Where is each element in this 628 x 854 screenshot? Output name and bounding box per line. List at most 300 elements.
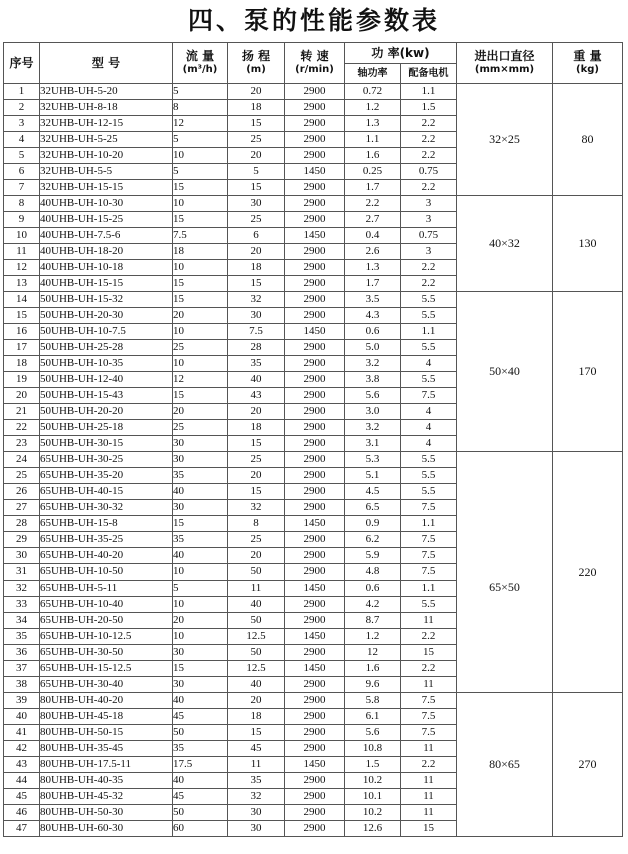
- cell-shaft-power: 10.2: [345, 773, 401, 789]
- cell-index: 42: [4, 741, 40, 757]
- cell-motor: 1.1: [401, 516, 457, 532]
- cell-weight: 80: [553, 84, 623, 196]
- cell-model: 65UHB-UH-30-40: [40, 676, 173, 692]
- cell-index: 46: [4, 805, 40, 821]
- cell-motor: 2.2: [401, 132, 457, 148]
- cell-speed: 2900: [285, 693, 345, 709]
- cell-shaft-power: 1.2: [345, 628, 401, 644]
- cell-flow: 10: [173, 564, 228, 580]
- cell-model: 40UHB-UH-7.5-6: [40, 228, 173, 244]
- header-speed-unit: (r/min): [295, 64, 334, 75]
- cell-motor: 11: [401, 612, 457, 628]
- cell-motor: 11: [401, 676, 457, 692]
- cell-weight: 130: [553, 196, 623, 292]
- cell-motor: 7.5: [401, 500, 457, 516]
- cell-motor: 7.5: [401, 693, 457, 709]
- cell-index: 40: [4, 709, 40, 725]
- cell-shaft-power: 5.0: [345, 340, 401, 356]
- cell-motor: 4: [401, 420, 457, 436]
- cell-speed: 2900: [285, 388, 345, 404]
- table-row: [4, 196, 623, 212]
- cell-weight: 170: [553, 292, 623, 452]
- cell-speed: 2900: [285, 84, 345, 100]
- cell-speed: 2900: [285, 148, 345, 164]
- cell-model: 80UHB-UH-40-20: [40, 693, 173, 709]
- cell-index: 34: [4, 612, 40, 628]
- cell-shaft-power: 12.6: [345, 821, 401, 837]
- cell-head: 15: [228, 484, 285, 500]
- cell-head: 40: [228, 676, 285, 692]
- cell-index: 20: [4, 388, 40, 404]
- cell-shaft-power: 3.1: [345, 436, 401, 452]
- cell-head: 6: [228, 228, 285, 244]
- cell-motor: 2.2: [401, 148, 457, 164]
- cell-motor: 7.5: [401, 709, 457, 725]
- cell-index: 3: [4, 116, 40, 132]
- cell-index: 7: [4, 180, 40, 196]
- cell-model: 80UHB-UH-17.5-11: [40, 757, 173, 773]
- cell-model: 65UHB-UH-10-50: [40, 564, 173, 580]
- cell-flow: 30: [173, 436, 228, 452]
- cell-speed: 2900: [285, 132, 345, 148]
- cell-model: 80UHB-UH-45-18: [40, 709, 173, 725]
- cell-index: 23: [4, 436, 40, 452]
- cell-index: 25: [4, 468, 40, 484]
- cell-index: 5: [4, 148, 40, 164]
- cell-head: 12.5: [228, 660, 285, 676]
- table-header: [4, 43, 623, 84]
- cell-head: 18: [228, 420, 285, 436]
- cell-index: 28: [4, 516, 40, 532]
- cell-speed: 2900: [285, 180, 345, 196]
- cell-model: 50UHB-UH-10-35: [40, 356, 173, 372]
- cell-flow: 10: [173, 356, 228, 372]
- cell-head: 28: [228, 340, 285, 356]
- cell-model: 65UHB-UH-15-12.5: [40, 660, 173, 676]
- cell-speed: 2900: [285, 773, 345, 789]
- cell-model: 65UHB-UH-35-20: [40, 468, 173, 484]
- cell-port-size: 40×32: [457, 196, 553, 292]
- cell-flow: 15: [173, 212, 228, 228]
- cell-head: 20: [228, 244, 285, 260]
- cell-index: 41: [4, 725, 40, 741]
- cell-index: 24: [4, 452, 40, 468]
- cell-flow: 35: [173, 468, 228, 484]
- cell-flow: 30: [173, 644, 228, 660]
- cell-motor: 5.5: [401, 372, 457, 388]
- cell-motor: 1.5: [401, 100, 457, 116]
- cell-flow: 40: [173, 773, 228, 789]
- cell-shaft-power: 1.3: [345, 260, 401, 276]
- cell-model: 50UHB-UH-25-28: [40, 340, 173, 356]
- cell-shaft-power: 10.8: [345, 741, 401, 757]
- cell-port-size: 50×40: [457, 292, 553, 452]
- cell-speed: 2900: [285, 452, 345, 468]
- cell-model: 65UHB-UH-40-15: [40, 484, 173, 500]
- cell-head: 15: [228, 180, 285, 196]
- cell-model: 65UHB-UH-35-25: [40, 532, 173, 548]
- cell-port-size: 32×25: [457, 84, 553, 196]
- cell-head: 20: [228, 468, 285, 484]
- cell-shaft-power: 12: [345, 644, 401, 660]
- cell-speed: 2900: [285, 805, 345, 821]
- cell-motor: 1.1: [401, 324, 457, 340]
- header-shaft-power: 轴功率: [345, 64, 401, 84]
- cell-model: 32UHB-UH-8-18: [40, 100, 173, 116]
- cell-model: 65UHB-UH-40-20: [40, 548, 173, 564]
- cell-head: 25: [228, 132, 285, 148]
- cell-flow: 30: [173, 676, 228, 692]
- cell-flow: 12: [173, 372, 228, 388]
- table-body: [4, 84, 623, 837]
- header-head-unit: (m): [246, 64, 266, 75]
- cell-flow: 10: [173, 260, 228, 276]
- cell-model: 32UHB-UH-10-20: [40, 148, 173, 164]
- cell-shaft-power: 2.7: [345, 212, 401, 228]
- cell-speed: 2900: [285, 420, 345, 436]
- cell-head: 20: [228, 148, 285, 164]
- header-flow-label: 流 量: [185, 49, 215, 63]
- cell-model: 65UHB-UH-5-11: [40, 580, 173, 596]
- cell-flow: 20: [173, 404, 228, 420]
- cell-motor: 5.5: [401, 468, 457, 484]
- cell-speed: 2900: [285, 644, 345, 660]
- cell-motor: 4: [401, 404, 457, 420]
- cell-head: 20: [228, 548, 285, 564]
- cell-head: 15: [228, 116, 285, 132]
- cell-shaft-power: 4.3: [345, 308, 401, 324]
- header-head-label: 扬 程: [241, 49, 271, 63]
- cell-flow: 15: [173, 292, 228, 308]
- cell-model: 65UHB-UH-10-40: [40, 596, 173, 612]
- cell-shaft-power: 3.2: [345, 356, 401, 372]
- cell-speed: 2900: [285, 725, 345, 741]
- cell-index: 32: [4, 580, 40, 596]
- cell-model: 80UHB-UH-50-30: [40, 805, 173, 821]
- cell-shaft-power: 0.6: [345, 580, 401, 596]
- cell-motor: 3: [401, 212, 457, 228]
- cell-index: 15: [4, 308, 40, 324]
- cell-shaft-power: 10.2: [345, 805, 401, 821]
- cell-motor: 11: [401, 805, 457, 821]
- cell-index: 36: [4, 644, 40, 660]
- cell-model: 40UHB-UH-10-18: [40, 260, 173, 276]
- cell-model: 32UHB-UH-5-20: [40, 84, 173, 100]
- cell-model: 80UHB-UH-50-15: [40, 725, 173, 741]
- cell-shaft-power: 1.7: [345, 180, 401, 196]
- cell-motor: 7.5: [401, 548, 457, 564]
- cell-shaft-power: 3.0: [345, 404, 401, 420]
- cell-index: 11: [4, 244, 40, 260]
- cell-shaft-power: 3.5: [345, 292, 401, 308]
- cell-shaft-power: 1.1: [345, 132, 401, 148]
- header-weight-unit: (kg): [576, 64, 599, 75]
- cell-head: 35: [228, 356, 285, 372]
- cell-flow: 5: [173, 132, 228, 148]
- cell-speed: 2900: [285, 564, 345, 580]
- cell-weight: 220: [553, 452, 623, 693]
- header-weight: [553, 43, 623, 84]
- cell-shaft-power: 5.9: [345, 548, 401, 564]
- cell-shaft-power: 9.6: [345, 676, 401, 692]
- cell-motor: 2.2: [401, 628, 457, 644]
- cell-flow: 15: [173, 276, 228, 292]
- cell-flow: 60: [173, 821, 228, 837]
- cell-speed: 2900: [285, 356, 345, 372]
- cell-model: 32UHB-UH-5-25: [40, 132, 173, 148]
- cell-model: 80UHB-UH-45-32: [40, 789, 173, 805]
- cell-model: 50UHB-UH-20-20: [40, 404, 173, 420]
- cell-head: 15: [228, 725, 285, 741]
- header-port: [457, 43, 553, 84]
- cell-head: 15: [228, 276, 285, 292]
- cell-speed: 2900: [285, 484, 345, 500]
- cell-speed: 2900: [285, 676, 345, 692]
- cell-shaft-power: 8.7: [345, 612, 401, 628]
- cell-index: 6: [4, 164, 40, 180]
- cell-speed: 2900: [285, 340, 345, 356]
- cell-head: 20: [228, 693, 285, 709]
- cell-flow: 15: [173, 180, 228, 196]
- cell-index: 26: [4, 484, 40, 500]
- cell-flow: 30: [173, 500, 228, 516]
- cell-speed: 1450: [285, 580, 345, 596]
- cell-flow: 10: [173, 628, 228, 644]
- header-flow: [173, 43, 228, 84]
- cell-motor: 11: [401, 741, 457, 757]
- cell-head: 50: [228, 564, 285, 580]
- cell-head: 40: [228, 372, 285, 388]
- cell-speed: 2900: [285, 196, 345, 212]
- cell-index: 33: [4, 596, 40, 612]
- cell-shaft-power: 10.1: [345, 789, 401, 805]
- cell-speed: 2900: [285, 548, 345, 564]
- cell-index: 9: [4, 212, 40, 228]
- cell-model: 40UHB-UH-15-25: [40, 212, 173, 228]
- cell-speed: 2900: [285, 292, 345, 308]
- cell-motor: 5.5: [401, 452, 457, 468]
- cell-flow: 45: [173, 789, 228, 805]
- cell-shaft-power: 6.5: [345, 500, 401, 516]
- cell-shaft-power: 4.2: [345, 596, 401, 612]
- cell-shaft-power: 0.6: [345, 324, 401, 340]
- cell-index: 35: [4, 628, 40, 644]
- cell-head: 25: [228, 532, 285, 548]
- pump-performance-table: [3, 42, 623, 837]
- cell-head: 30: [228, 196, 285, 212]
- cell-head: 30: [228, 805, 285, 821]
- cell-shaft-power: 5.1: [345, 468, 401, 484]
- cell-flow: 15: [173, 388, 228, 404]
- cell-shaft-power: 1.3: [345, 116, 401, 132]
- cell-head: 32: [228, 789, 285, 805]
- cell-model: 65UHB-UH-10-12.5: [40, 628, 173, 644]
- cell-head: 45: [228, 741, 285, 757]
- cell-speed: 2900: [285, 308, 345, 324]
- cell-motor: 7.5: [401, 564, 457, 580]
- cell-head: 11: [228, 580, 285, 596]
- cell-flow: 25: [173, 420, 228, 436]
- cell-model: 50UHB-UH-15-43: [40, 388, 173, 404]
- cell-head: 18: [228, 709, 285, 725]
- cell-speed: 2900: [285, 244, 345, 260]
- cell-head: 32: [228, 292, 285, 308]
- cell-model: 50UHB-UH-10-7.5: [40, 324, 173, 340]
- cell-shaft-power: 0.72: [345, 84, 401, 100]
- cell-index: 22: [4, 420, 40, 436]
- cell-shaft-power: 1.7: [345, 276, 401, 292]
- cell-motor: 5.5: [401, 596, 457, 612]
- cell-shaft-power: 4.5: [345, 484, 401, 500]
- cell-head: 25: [228, 212, 285, 228]
- cell-index: 19: [4, 372, 40, 388]
- cell-shaft-power: 5.8: [345, 693, 401, 709]
- cell-head: 11: [228, 757, 285, 773]
- cell-shaft-power: 0.4: [345, 228, 401, 244]
- cell-shaft-power: 1.2: [345, 100, 401, 116]
- cell-shaft-power: 1.6: [345, 660, 401, 676]
- cell-shaft-power: 1.6: [345, 148, 401, 164]
- header-index: 序号: [4, 43, 40, 84]
- cell-motor: 2.2: [401, 116, 457, 132]
- cell-shaft-power: 5.6: [345, 725, 401, 741]
- cell-speed: 2900: [285, 436, 345, 452]
- cell-index: 16: [4, 324, 40, 340]
- cell-model: 50UHB-UH-25-18: [40, 420, 173, 436]
- cell-index: 27: [4, 500, 40, 516]
- cell-index: 18: [4, 356, 40, 372]
- cell-flow: 45: [173, 709, 228, 725]
- cell-model: 65UHB-UH-30-25: [40, 452, 173, 468]
- cell-speed: 2900: [285, 532, 345, 548]
- cell-index: 8: [4, 196, 40, 212]
- cell-speed: 2900: [285, 212, 345, 228]
- cell-head: 15: [228, 436, 285, 452]
- cell-flow: 20: [173, 308, 228, 324]
- cell-flow: 15: [173, 516, 228, 532]
- cell-flow: 10: [173, 324, 228, 340]
- cell-flow: 40: [173, 484, 228, 500]
- cell-index: 14: [4, 292, 40, 308]
- cell-model: 50UHB-UH-30-15: [40, 436, 173, 452]
- cell-model: 50UHB-UH-12-40: [40, 372, 173, 388]
- cell-model: 40UHB-UH-15-15: [40, 276, 173, 292]
- cell-speed: 2900: [285, 821, 345, 837]
- cell-speed: 2900: [285, 468, 345, 484]
- cell-model: 80UHB-UH-35-45: [40, 741, 173, 757]
- cell-speed: 2900: [285, 789, 345, 805]
- cell-motor: 1.1: [401, 84, 457, 100]
- cell-motor: 7.5: [401, 388, 457, 404]
- cell-motor: 4: [401, 356, 457, 372]
- cell-model: 80UHB-UH-60-30: [40, 821, 173, 837]
- cell-motor: 15: [401, 644, 457, 660]
- header-port-label: 进出口直径: [474, 49, 535, 63]
- cell-model: 32UHB-UH-12-15: [40, 116, 173, 132]
- cell-index: 21: [4, 404, 40, 420]
- cell-flow: 40: [173, 693, 228, 709]
- cell-shaft-power: 5.6: [345, 388, 401, 404]
- cell-head: 5: [228, 164, 285, 180]
- cell-model: 50UHB-UH-20-30: [40, 308, 173, 324]
- cell-shaft-power: 6.1: [345, 709, 401, 725]
- cell-shaft-power: 0.9: [345, 516, 401, 532]
- cell-head: 7.5: [228, 324, 285, 340]
- cell-index: 1: [4, 84, 40, 100]
- cell-head: 20: [228, 84, 285, 100]
- cell-shaft-power: 0.25: [345, 164, 401, 180]
- cell-motor: 7.5: [401, 532, 457, 548]
- header-model: 型 号: [40, 43, 173, 84]
- cell-head: 18: [228, 100, 285, 116]
- cell-head: 30: [228, 308, 285, 324]
- cell-motor: 11: [401, 773, 457, 789]
- cell-shaft-power: 1.5: [345, 757, 401, 773]
- cell-motor: 1.1: [401, 580, 457, 596]
- cell-motor: 2.2: [401, 180, 457, 196]
- cell-motor: 15: [401, 821, 457, 837]
- header-power: 功 率(kw): [345, 43, 457, 64]
- cell-port-size: 80×65: [457, 693, 553, 837]
- cell-motor: 0.75: [401, 164, 457, 180]
- cell-index: 4: [4, 132, 40, 148]
- cell-flow: 35: [173, 532, 228, 548]
- table-row: [4, 84, 623, 100]
- cell-speed: 2900: [285, 404, 345, 420]
- cell-model: 65UHB-UH-20-50: [40, 612, 173, 628]
- cell-index: 31: [4, 564, 40, 580]
- header-speed-label: 转 速: [300, 49, 329, 63]
- cell-motor: 2.2: [401, 757, 457, 773]
- cell-flow: 12: [173, 116, 228, 132]
- cell-speed: 2900: [285, 116, 345, 132]
- table-row: [4, 693, 623, 709]
- cell-motor: 5.5: [401, 308, 457, 324]
- cell-flow: 15: [173, 660, 228, 676]
- cell-model: 50UHB-UH-15-32: [40, 292, 173, 308]
- cell-motor: 4: [401, 436, 457, 452]
- cell-flow: 5: [173, 580, 228, 596]
- cell-model: 80UHB-UH-40-35: [40, 773, 173, 789]
- cell-port-size: [457, 452, 553, 693]
- cell-model: 40UHB-UH-10-30: [40, 196, 173, 212]
- header-flow-unit: (m³/h): [182, 64, 218, 75]
- cell-index: 12: [4, 260, 40, 276]
- cell-speed: 2900: [285, 260, 345, 276]
- cell-flow: 35: [173, 741, 228, 757]
- document-title: 四、泵的性能参数表: [187, 6, 440, 35]
- cell-shaft-power: 3.2: [345, 420, 401, 436]
- cell-flow: 25: [173, 340, 228, 356]
- header-weight-label: 重 量: [573, 49, 602, 63]
- cell-speed: 2900: [285, 500, 345, 516]
- header-head: [228, 43, 285, 84]
- cell-flow: 30: [173, 452, 228, 468]
- cell-flow: 50: [173, 725, 228, 741]
- cell-motor: 3: [401, 196, 457, 212]
- cell-flow: 8: [173, 100, 228, 116]
- header-motor: 配备电机: [401, 64, 457, 84]
- cell-speed: 1450: [285, 757, 345, 773]
- cell-head: 8: [228, 516, 285, 532]
- cell-shaft-power: 2.6: [345, 244, 401, 260]
- cell-motor: 7.5: [401, 725, 457, 741]
- cell-head: 40: [228, 596, 285, 612]
- cell-speed: 1450: [285, 516, 345, 532]
- cell-model: 65UHB-UH-15-8: [40, 516, 173, 532]
- cell-motor: 2.2: [401, 660, 457, 676]
- cell-speed: 2900: [285, 596, 345, 612]
